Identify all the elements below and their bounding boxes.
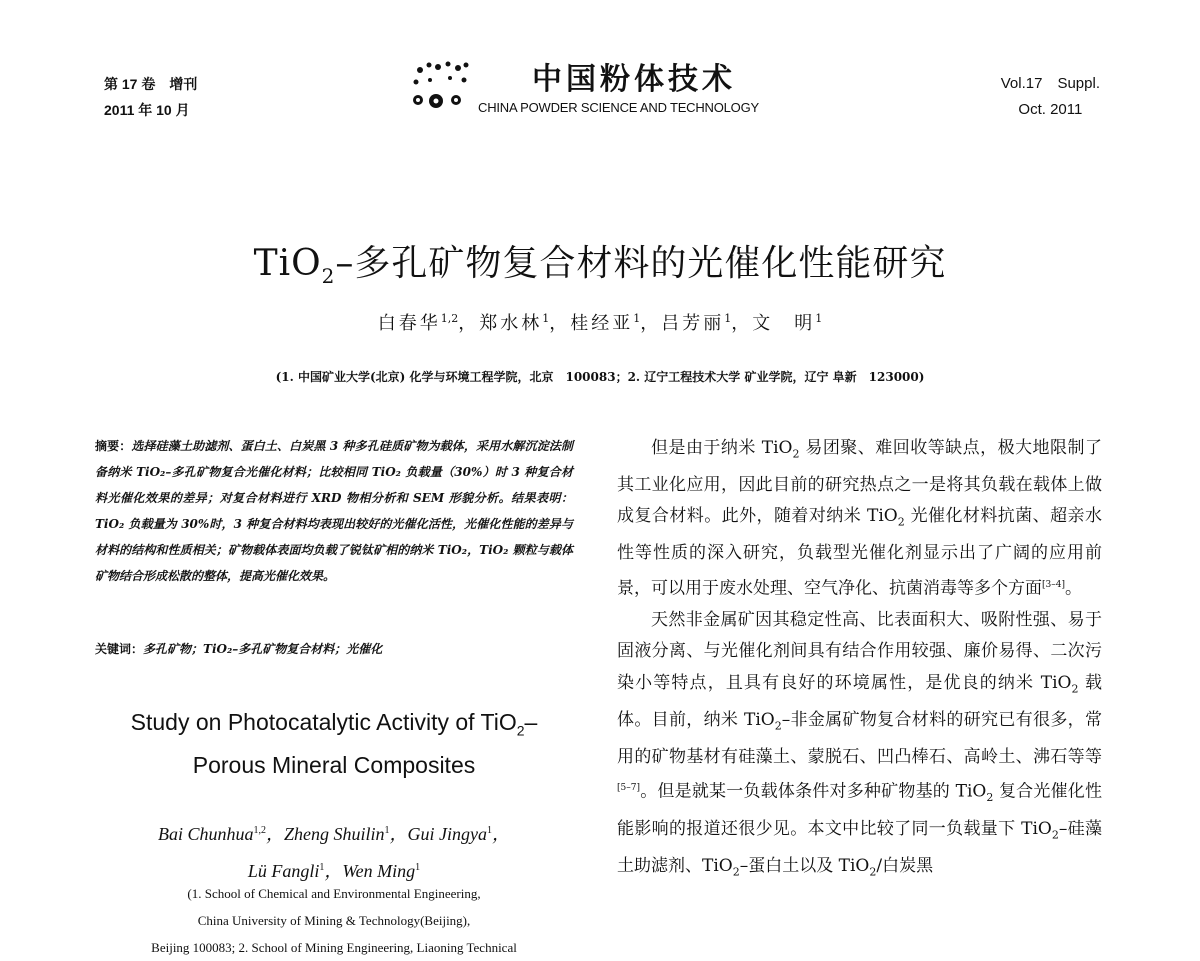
- subscript: 2: [792, 447, 800, 461]
- author-separator: ，: [731, 313, 753, 334]
- author-separator: ，: [549, 313, 571, 334]
- author-name: 白春华: [377, 313, 441, 334]
- author-affiliation-mark: 1: [633, 312, 641, 325]
- body-paragraph: [617, 605, 1102, 888]
- author-affiliation-mark: 1: [487, 825, 492, 836]
- date-en: Oct. 2011: [1018, 101, 1083, 118]
- subscript: 2: [869, 865, 877, 879]
- title-en-part: Study on Photocatalytic Activity of TiO: [130, 709, 517, 735]
- authors-en: [95, 814, 573, 888]
- text-run: –硅藻土助滤剂、TiO: [617, 818, 1103, 876]
- author-affiliation-mark: 1: [384, 825, 390, 836]
- author-affiliation-mark: 1,2: [440, 312, 459, 325]
- affiliation-en: [80, 880, 588, 961]
- title-en-part: –: [524, 709, 538, 735]
- subscript: 2: [897, 515, 905, 529]
- journal-name-en: CHINA POWDER SCIENCE AND TECHNOLOGY: [478, 100, 759, 115]
- citation-mark: [3–4]: [1042, 579, 1065, 590]
- title-cn-part: TiO: [253, 243, 322, 284]
- authors-cn: [0, 309, 1200, 335]
- subscript: 2: [732, 865, 740, 879]
- author-name: 文 明: [752, 313, 816, 334]
- title-en-subscript: 2: [516, 722, 525, 739]
- author-separator: ，: [492, 824, 510, 844]
- affiliation-cn: (1. 中国矿业大学(北京) 化学与环境工程学院，北京 100083；2. 辽宁工程技术大学 矿业学院，辽宁 阜新 123000): [275, 370, 925, 384]
- affiliation-en-line: Beijing 100083; 2. School of Mining Engineering, Liaoning Technical: [151, 940, 517, 955]
- body-text: [617, 433, 1102, 888]
- authors-en-line: [95, 814, 573, 851]
- date-cn: 2011 年 10 月: [104, 102, 190, 118]
- author-name: 吕芳丽: [661, 313, 725, 334]
- text-run: 光催化材料抗菌、超亲水性等性质的深入研究，负载型光催化剂显示出了广阔的应用前景，可以用于废水处理、空气净化、抗菌消毒等多个方面: [617, 506, 1102, 599]
- affiliation-en-line: China University of Mining & Technology(Beijing),: [197, 913, 471, 928]
- text-run: –蛋白土以及 TiO: [739, 855, 870, 876]
- subscript: 2: [1071, 682, 1079, 696]
- author-name: Gui Jingya: [407, 824, 487, 844]
- author-name: 郑水林: [479, 313, 543, 334]
- keywords-text: 多孔矿物；TiO₂–多孔矿物复合材料；光催化: [143, 642, 383, 656]
- journal-logo-dots-icon: [410, 58, 476, 110]
- text-run: /白炭黑: [876, 855, 934, 876]
- header-right: [1001, 71, 1100, 123]
- abstract-text: 选择硅藻土助滤剂、蛋白土、白炭黑 3 种多孔硅质矿物为载体，采用水解沉淀法制备纳米 TiO₂–多孔矿物复合光催化材料；比较相同 TiO₂ 负载量（30%）时 3 种复合材料光催化效果的差异；对复合材料进行 XRD 物相分析和 SEM 形貌分析。结果表明：TiO₂ 负载量为 30%时，3 种复合材料均表现出较好的光催化活性，光催化性能的差异与材料的结构和性质相关；矿物载体表面均负载了锐钛矿相的纳米 TiO₂，TiO₂ 颗粒与载体矿物结合形成松散的整体，提高光催化效果。: [95, 439, 573, 583]
- title-en-line: [95, 705, 573, 748]
- text-run: 易团聚、难回收等缺点，极大地限制了其工业化应用，因此目前的研究热点之一是将其负载在载体上做成复合材料。此外，随着对纳米 TiO: [617, 438, 1102, 527]
- author-name: Zheng Shuilin: [284, 824, 385, 844]
- header-left: [104, 71, 197, 123]
- author-name: Bai Chunhua: [157, 824, 254, 844]
- text-run: 复合光催化性能影响的报道还很少见。本文中比较了同一负载量下 TiO: [617, 781, 1102, 839]
- text-run: 。但是就某一负载体条件对多种矿物基的 TiO: [639, 781, 987, 802]
- body-paragraph: [617, 433, 1102, 605]
- author-affiliation-mark: 1: [815, 312, 823, 325]
- subscript: 2: [986, 791, 994, 805]
- subscript: 2: [1051, 828, 1059, 842]
- keywords-cn: [95, 640, 573, 657]
- author-name: Wen Ming: [342, 861, 416, 881]
- title-cn-subscript: 2: [321, 264, 336, 289]
- author-affiliation-mark: 1: [542, 312, 550, 325]
- affiliation-en-line: (1. School of Chemical and Environmental Engineering,: [187, 886, 481, 901]
- text-run: 天然非金属矿因其稳定性高、比表面积大、吸附性强、易于固液分离、与光催化剂间具有结合作用较强、廉价易得、二次污染小等特点，且具有良好的环境属性，是优良的纳米 TiO: [617, 609, 1102, 693]
- paper-title-cn: [0, 235, 1200, 288]
- author-affiliation-mark: 1: [415, 862, 421, 873]
- author-separator: ，: [458, 313, 480, 334]
- volume-cn: 第 17 卷 增刊: [104, 76, 198, 92]
- author-name: Lü Fangli: [247, 861, 320, 881]
- text-run: 。: [1064, 578, 1082, 599]
- abstract-label: 摘要：: [95, 439, 132, 453]
- author-affiliation-mark: 1: [319, 862, 325, 873]
- author-separator: ，: [324, 861, 343, 881]
- title-cn-part: –多孔矿物复合材料的光催化性能研究: [335, 243, 947, 284]
- author-separator: ，: [389, 824, 408, 844]
- author-affiliation-mark: 1,2: [253, 825, 266, 836]
- text-run: –非金属矿物复合材料的研究已有很多，常用的矿物基材有硅藻土、蒙脱石、凹凸棒石、高岭土、沸石等等: [617, 709, 1103, 767]
- volume-en: Vol.17 Suppl.: [1000, 75, 1100, 92]
- abstract-cn: [95, 433, 573, 589]
- text-run: 载体。目前，纳米 TiO: [617, 672, 1102, 730]
- title-en-line: Porous Mineral Composites: [192, 751, 476, 778]
- author-separator: ，: [640, 313, 662, 334]
- keywords-label: 关键词：: [95, 642, 144, 656]
- journal-name-cn: 中国粉体技术: [532, 62, 736, 97]
- author-separator: ，: [266, 824, 284, 844]
- text-run: 但是由于纳米 TiO: [651, 438, 793, 458]
- author-name: 桂经亚: [570, 313, 634, 334]
- subscript: 2: [774, 719, 782, 733]
- paper-title-en: [95, 705, 573, 782]
- author-affiliation-mark: 1: [724, 312, 732, 325]
- citation-mark: [5–7]: [617, 783, 640, 794]
